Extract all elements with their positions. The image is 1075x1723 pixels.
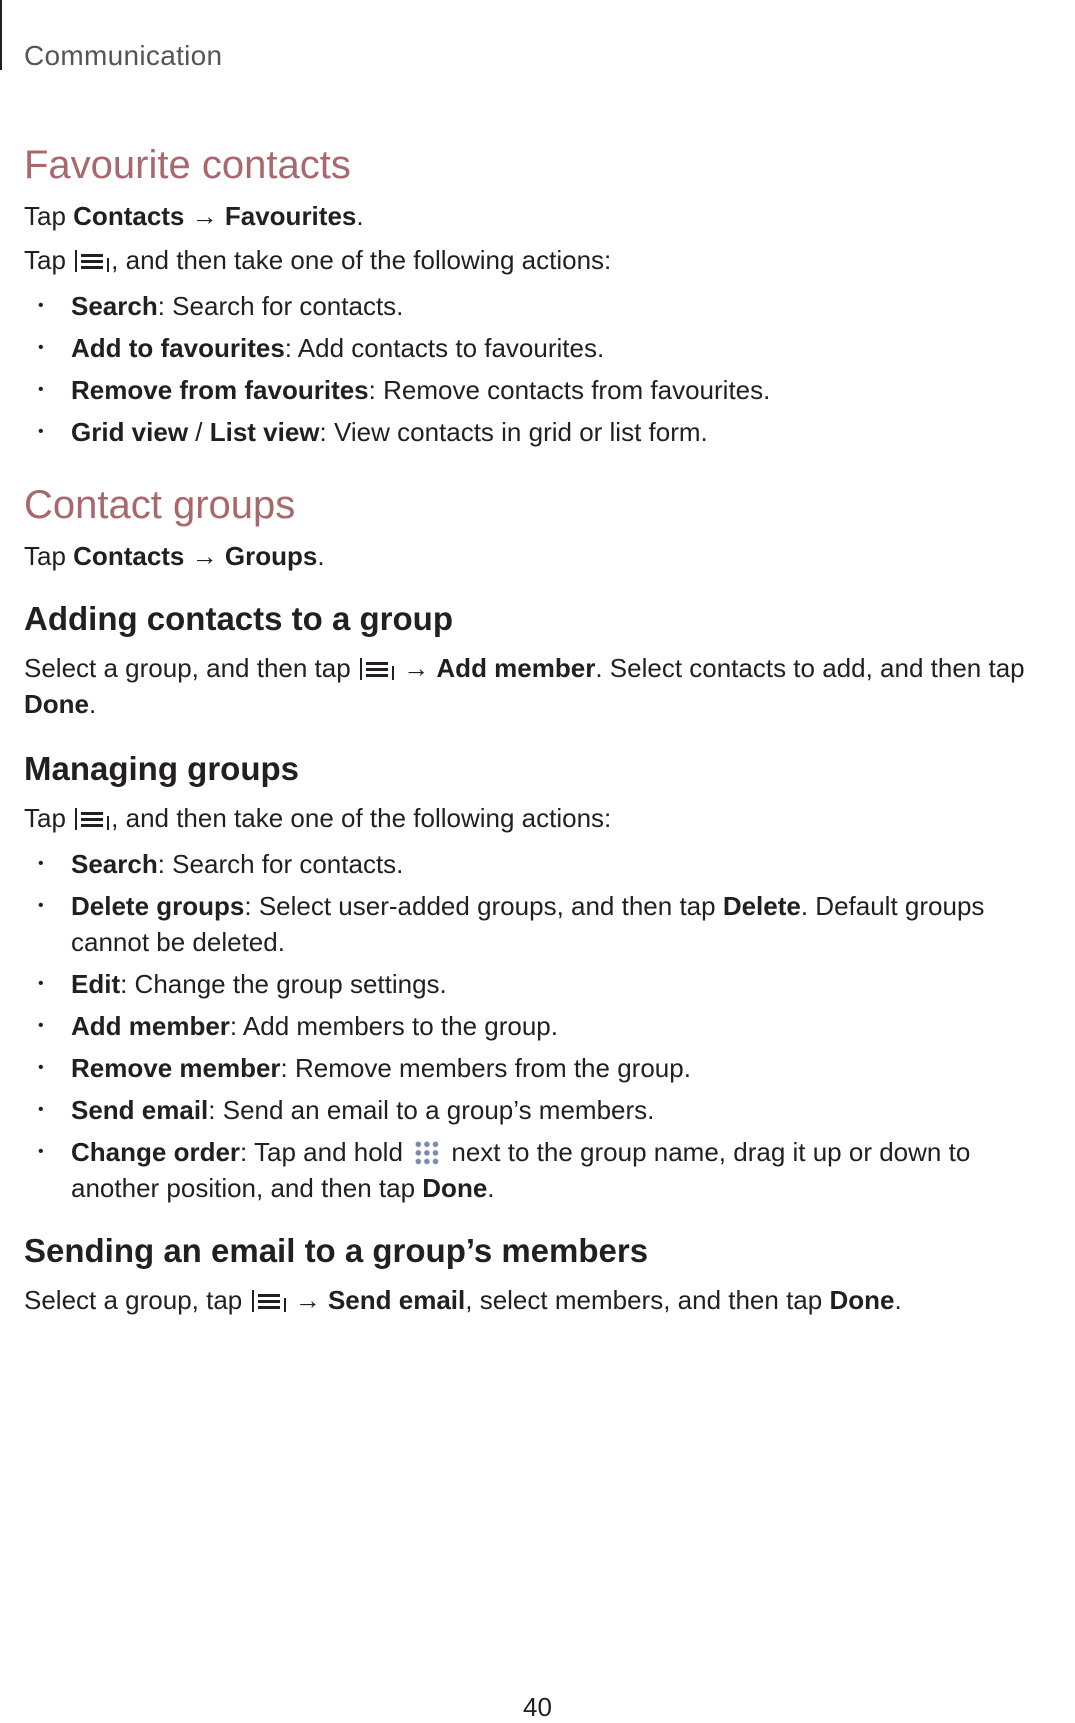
favourites-path: Tap Contacts → Favourites.	[24, 201, 364, 231]
list-item: • Grid view / List view: View contacts in grid or list form.	[24, 414, 1059, 450]
favourites-intro: Tap , and then take one of the following actions:	[24, 245, 612, 275]
page-number: 40	[523, 1692, 552, 1722]
list-item: • Add member: Add members to the group.	[24, 1008, 1059, 1044]
menu-icon	[252, 1290, 286, 1312]
list-item: • Send email: Send an email to a group’s members.	[24, 1092, 1059, 1128]
list-item: • Search: Search for contacts.	[24, 288, 1059, 324]
list-item: • Edit: Change the group settings.	[24, 966, 1059, 1002]
menu-icon	[360, 658, 394, 680]
subsection-title-sending: Sending an email to a group’s members	[24, 1232, 649, 1269]
groups-path: Tap Contacts → Groups.	[24, 541, 325, 571]
page-content	[24, 140, 1059, 1318]
list-item: • Change order: Tap and hold next to the group name, drag it up or down to another position, and then tap Done.	[24, 1134, 1059, 1206]
list-item: • Remove member: Remove members from the group.	[24, 1050, 1059, 1086]
drag-handle-icon	[414, 1140, 440, 1166]
list-item: • Search: Search for contacts.	[24, 846, 1059, 882]
list-item: • Delete groups: Select user-added groups, and then tap Delete. Default groups cannot be deleted.	[24, 888, 1059, 960]
subsection-title-managing: Managing groups	[24, 750, 299, 787]
favourites-actions-list	[24, 288, 1059, 450]
section-title-favourites: Favourite contacts	[24, 143, 351, 187]
menu-icon	[75, 808, 109, 830]
list-item: • Remove from favourites: Remove contacts from favourites.	[24, 372, 1059, 408]
list-item: • Add to favourites: Add contacts to favourites.	[24, 330, 1059, 366]
subsection-title-adding: Adding contacts to a group	[24, 600, 453, 637]
managing-actions-list	[24, 846, 1059, 1206]
menu-icon	[75, 250, 109, 272]
section-title-groups: Contact groups	[24, 483, 296, 527]
sending-instructions: Select a group, tap → Send email, select members, and then tap Done.	[24, 1285, 902, 1315]
adding-instructions: Select a group, and then tap → Add member. Select contacts to add, and then tap Done.	[24, 653, 1025, 719]
chapter-header: Communication	[24, 40, 223, 71]
managing-intro: Tap , and then take one of the following actions:	[24, 803, 612, 833]
corner-rule	[0, 0, 2, 70]
